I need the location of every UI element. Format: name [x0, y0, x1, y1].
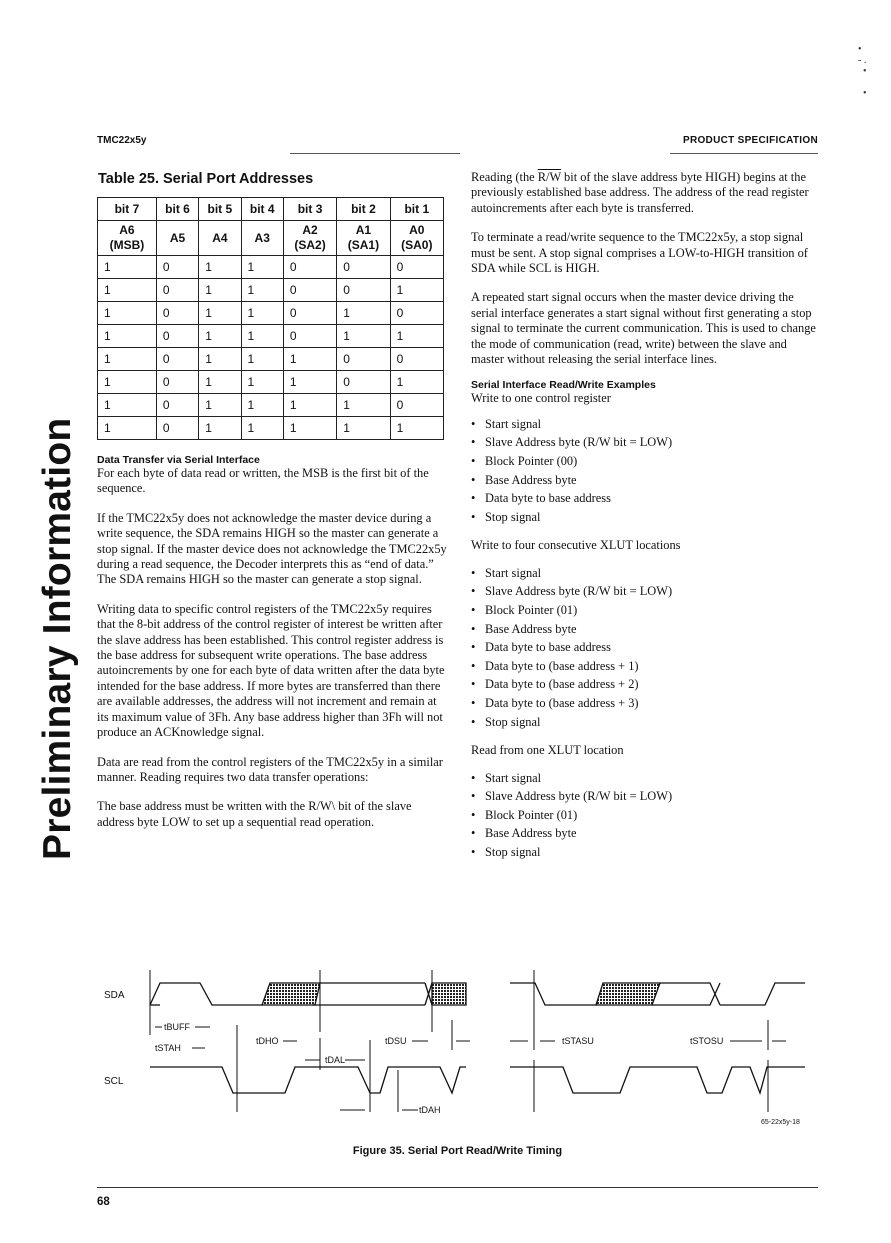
example-title: Write to four consecutive XLUT locations — [471, 538, 681, 553]
example-title: Write to one control register — [471, 391, 611, 406]
table-header-cell: bit 3 — [283, 198, 336, 221]
table-cell: 0 — [156, 279, 198, 302]
list-item: • Block Pointer (01) — [471, 806, 821, 825]
address-bit-name: A6 — [119, 223, 135, 237]
sidebar-title: Preliminary Information — [36, 417, 79, 860]
table-cell: 1 — [241, 279, 283, 302]
t-dah-label: tDAH — [419, 1105, 441, 1115]
address-bit-cell — [199, 221, 241, 256]
list-item: • Slave Address byte (R/W bit = LOW) — [471, 582, 821, 601]
table-cell: 1 — [98, 371, 157, 394]
list-item: • Data byte to (base address + 3) — [471, 694, 821, 713]
table-cell: 1 — [241, 256, 283, 279]
table-cell: 0 — [283, 256, 336, 279]
timing-diagram — [0, 960, 891, 1140]
table-cell: 1 — [390, 371, 443, 394]
table-row — [98, 256, 444, 279]
table-cell: 0 — [390, 256, 443, 279]
t-dsu-label: tDSU — [385, 1036, 407, 1046]
paragraph: Data are read from the control registers of the TMC22x5y in a similar manner. Reading requires two data transfer operations: — [97, 754, 443, 784]
table-cell: 0 — [156, 325, 198, 348]
sda-label: SDA — [104, 990, 125, 1001]
table-row — [98, 348, 444, 371]
table-cell: 1 — [98, 394, 157, 417]
table-cell: 1 — [98, 302, 157, 325]
table-cell: 1 — [199, 348, 241, 371]
table-cell: 0 — [156, 394, 198, 417]
table-row — [98, 325, 444, 348]
table-cell: 1 — [98, 348, 157, 371]
address-bit-name: A0 — [409, 223, 425, 237]
table-cell: 0 — [337, 371, 390, 394]
example-list — [471, 769, 821, 862]
right-column — [471, 170, 821, 874]
footer-rule — [97, 1187, 818, 1188]
list-item: • Start signal — [471, 564, 821, 583]
table-cell: 0 — [283, 279, 336, 302]
table-cell: 1 — [199, 417, 241, 440]
table-cell: 1 — [283, 348, 336, 371]
table-cell: 1 — [241, 371, 283, 394]
table-cell: 1 — [199, 256, 241, 279]
t-stosu-label: tSTOSU — [690, 1036, 724, 1046]
address-bit-cell — [241, 221, 283, 256]
table-cell: 1 — [241, 325, 283, 348]
address-bit-name: A4 — [212, 230, 228, 245]
table-cell: 1 — [337, 302, 390, 325]
table-cell: 1 — [199, 302, 241, 325]
header-doc-id: TMC22x5y — [97, 135, 147, 146]
table-cell: 0 — [337, 256, 390, 279]
table-cell: 1 — [98, 256, 157, 279]
table-header-cell: bit 7 — [98, 198, 157, 221]
paragraph: To terminate a read/write sequence to the TMC22x5y, a stop signal must be sent. A stop signal comprises a LOW-to-HIGH transition of SDA while SCL is HIGH. — [471, 230, 808, 276]
list-item: • Data byte to base address — [471, 638, 821, 657]
address-bit-cell — [98, 221, 157, 256]
examples-heading: Serial Interface Read/Write Examples — [471, 379, 656, 392]
list-item: • Block Pointer (01) — [471, 601, 821, 620]
address-bit-name: A2 — [302, 223, 318, 237]
list-item: • Base Address byte — [471, 620, 821, 639]
list-item: • Data byte to base address — [471, 489, 821, 508]
timing-labels — [104, 990, 723, 1115]
example-list — [471, 564, 821, 731]
table-cell: 1 — [283, 394, 336, 417]
table-subheader-row — [98, 221, 444, 256]
address-bit-note: (SA2) — [294, 238, 326, 252]
address-bit-name: A3 — [254, 230, 270, 245]
table-cell: 1 — [98, 417, 157, 440]
table-cell: 0 — [283, 325, 336, 348]
list-item: • Data byte to (base address + 1) — [471, 657, 821, 676]
table-cell: 1 — [283, 417, 336, 440]
t-buff-label: tBUFF — [164, 1022, 190, 1032]
table-cell: 1 — [98, 279, 157, 302]
table-cell: 1 — [199, 394, 241, 417]
text-run: bit of the slave address byte HIGH) begins at the previously established base address. The address of the read register autoincrements after each byte is transferred. — [471, 170, 809, 215]
figure-id: 65-22x5y-18 — [761, 1119, 800, 1126]
scl-waveform — [150, 1067, 805, 1093]
t-stasu-label: tSTASU — [562, 1036, 594, 1046]
table-cell: 1 — [199, 325, 241, 348]
list-item: • Stop signal — [471, 508, 821, 527]
table-row — [98, 417, 444, 440]
table-cell: 1 — [283, 371, 336, 394]
list-item: • Base Address byte — [471, 824, 821, 843]
table-cell: 0 — [337, 279, 390, 302]
list-item: • Start signal — [471, 769, 821, 788]
address-bit-cell — [390, 221, 443, 256]
left-column — [97, 170, 447, 844]
table-cell: 0 — [337, 348, 390, 371]
table-header-row — [98, 198, 444, 221]
address-bit-name: A1 — [355, 223, 372, 237]
list-item: • Base Address byte — [471, 471, 821, 490]
table-row — [98, 302, 444, 325]
t-dho-label: tDHO — [256, 1036, 279, 1046]
table-cell: 0 — [283, 302, 336, 325]
sda-waveform — [150, 983, 805, 1005]
table-cell: 1 — [241, 417, 283, 440]
header-section: PRODUCT SPECIFICATION — [682, 135, 818, 146]
table-header-cell: bit 6 — [156, 198, 198, 221]
data-transfer-heading: Data Transfer via Serial Interface — [97, 454, 260, 466]
table-cell: 1 — [390, 279, 443, 302]
paragraph: Writing data to specific control registers of the TMC22x5y requires that the 8-bit address of the control register of interest be written after the slave address has been established. This control register address is the base address for subsequent write operations. The base address autoincrements by one for each byte of data written after the data byte intended for the base address. If more bytes are transferred than there are available addresses, the address will not increment and remain at its maximum value of 3Fh. Any base address higher than 3Fh will not produce an ACKnowledge signal. — [97, 601, 445, 740]
address-bit-note: (MSB) — [109, 238, 145, 252]
table-row — [98, 279, 444, 302]
list-item: • Stop signal — [471, 843, 821, 862]
paragraph: If the TMC22x5y does not acknowledge the master device during a write sequence, the SDA remains HIGH so the master can generate a stop signal. If the master device does not acknowledge the TMC22x5y during a read sequence, the Decoder interprets this as “end of data.” The SDA remains HIGH so the master can generate a stop signal. — [97, 510, 447, 587]
table-cell: 1 — [241, 348, 283, 371]
table-row — [98, 394, 444, 417]
table-cell: 0 — [156, 417, 198, 440]
list-item: • Data byte to (base address + 2) — [471, 675, 821, 694]
table-row — [98, 371, 444, 394]
table-cell: 1 — [241, 302, 283, 325]
header-rule-right — [670, 153, 818, 154]
list-item: • Stop signal — [471, 713, 821, 732]
table-cell: 1 — [199, 371, 241, 394]
t-stah-label: tSTAH — [155, 1043, 181, 1053]
table-cell: 1 — [337, 394, 390, 417]
list-item: • Slave Address byte (R/W bit = LOW) — [471, 787, 821, 806]
table-cell: 0 — [390, 302, 443, 325]
table-cell: 0 — [156, 302, 198, 325]
table-header-cell: bit 2 — [337, 198, 390, 221]
table-cell: 1 — [390, 325, 443, 348]
address-bit-cell — [337, 221, 390, 256]
table-cell: 0 — [390, 394, 443, 417]
paragraph: A repeated start signal occurs when the master device driving the serial interface generates a start signal without first generating a stop signal to terminate the current communication. This is used to change the mode of communication (read, write) between the slave and master without releasing the serial interface lines. — [471, 290, 816, 367]
address-bit-cell — [156, 221, 198, 256]
table-cell: 1 — [390, 417, 443, 440]
table-cell: 1 — [337, 417, 390, 440]
address-bit-note: (SA1) — [347, 238, 380, 252]
figure-caption: Figure 35. Serial Port Read/Write Timing — [352, 1145, 563, 1157]
example-title: Read from one XLUT location — [471, 743, 624, 758]
example-list — [471, 415, 821, 527]
paragraph — [471, 170, 821, 216]
margin-marks: • - . • • — [858, 44, 867, 99]
paragraph: For each byte of data read or written, the MSB is the first bit of the sequence. — [97, 466, 429, 496]
list-item: • Slave Address byte (R/W bit = LOW) — [471, 433, 821, 452]
address-bit-cell — [283, 221, 336, 256]
serial-port-address-table — [97, 197, 444, 440]
paragraph: The base address must be written with the R/W\ bit of the slave address byte LOW to set up a sequential read operation. — [97, 799, 412, 829]
page-number: 68 — [97, 1196, 110, 1208]
table-body — [98, 256, 444, 440]
table-cell: 1 — [337, 325, 390, 348]
table-cell: 0 — [156, 256, 198, 279]
scl-label: SCL — [104, 1076, 124, 1087]
table-header-cell: bit 5 — [199, 198, 241, 221]
table-cell: 1 — [241, 394, 283, 417]
table-title: Table 25. Serial Port Addresses — [98, 171, 314, 187]
table-cell: 1 — [199, 279, 241, 302]
text-run: Reading (the — [471, 170, 538, 184]
table-cell: 0 — [156, 371, 198, 394]
table-header-cell: bit 1 — [390, 198, 443, 221]
list-item: • Block Pointer (00) — [471, 452, 821, 471]
header-rule-left — [290, 153, 460, 154]
address-bit-name: A5 — [169, 230, 186, 245]
rw-bit-label: R/W — [537, 170, 561, 184]
address-bit-note: (SA0) — [401, 238, 433, 252]
t-dal-label: tDAL — [325, 1055, 346, 1065]
table-cell: 1 — [98, 325, 157, 348]
table-cell: 0 — [390, 348, 443, 371]
list-item: • Start signal — [471, 415, 821, 434]
table-cell: 0 — [156, 348, 198, 371]
table-header-cell: bit 4 — [241, 198, 283, 221]
